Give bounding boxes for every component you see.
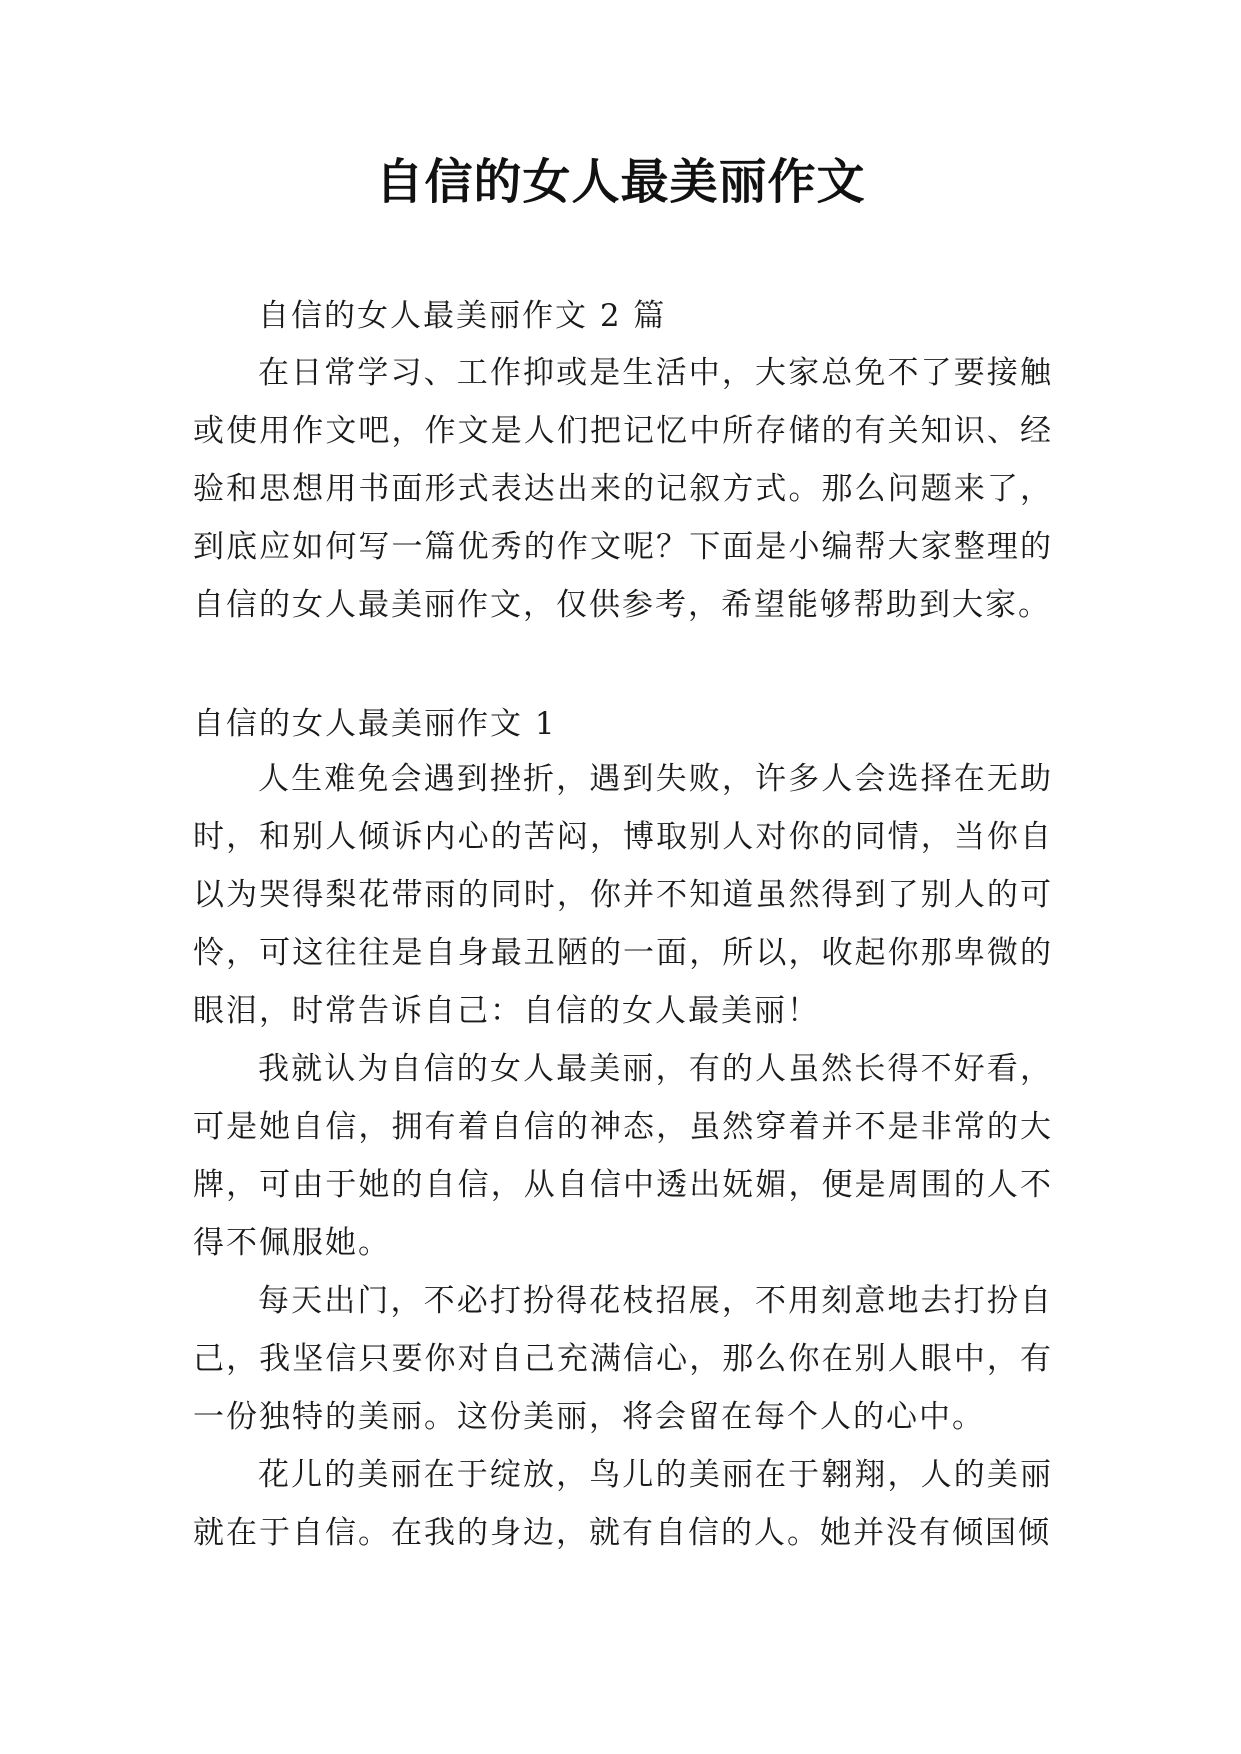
essay-paragraph: 人生难免会遇到挫折，遇到失败，许多人会选择在无助时，和别人倾诉内心的苦闷，博取别人对你的同情，当你自以为哭得梨花带雨的同时，你并不知道虽然得到了别人的可怜，可这往往是自身最丑陋的一面，所以，收起你那卑微的眼泪，时常告诉自己：自信的女人最美丽！ xyxy=(193,761,1053,1029)
document-title: 自信的女人最美丽作文 xyxy=(375,154,866,210)
section-heading: 自信的女人最美丽作文 1 xyxy=(193,706,557,742)
essay-paragraph: 每天出门，不必打扮得花枝招展，不用刻意地去打扮自己，我坚信只要你对自己充满信心，那么你在别人眼中，有一份独特的美丽。这份美丽，将会留在每个人的心中。 xyxy=(193,1283,1053,1435)
intro-block xyxy=(193,344,1053,634)
intro-paragraph: 在日常学习、工作抑或是生活中，大家总免不了要接触或使用作文吧，作文是人们把记忆中所存储的有关知识、经验和思想用书面形式表达出来的记叙方式。那么问题来了，到底应如何写一篇优秀的作文呢？下面是小编帮大家整理的自信的女人最美丽作文，仅供参考，希望能够帮助到大家。 xyxy=(193,355,1053,623)
essay-paragraph: 花儿的美丽在于绽放，鸟儿的美丽在于翱翔，人的美丽就在于自信。在我的身边，就有自信的人。她并没有倾国倾 xyxy=(193,1457,1053,1551)
essay-paragraph: 我就认为自信的女人最美丽，有的人虽然长得不好看，可是她自信，拥有着自信的神态，虽然穿着并不是非常的大牌，可由于她的自信，从自信中透出妩媚，便是周围的人不得不佩服她。 xyxy=(193,1051,1053,1261)
document-subtitle: 自信的女人最美丽作文 2 篇 xyxy=(258,298,667,334)
essay-body xyxy=(193,750,1053,1562)
